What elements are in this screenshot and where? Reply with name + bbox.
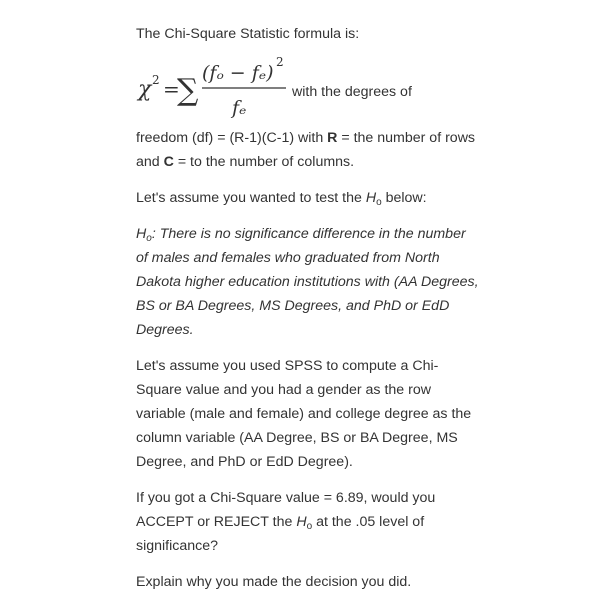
- question-text: [136, 486, 481, 558]
- hypothesis-h-sub: o: [146, 233, 152, 244]
- df-part2: = the number of rows and: [136, 130, 476, 170]
- test-after: below:: [381, 190, 427, 206]
- hypothesis-h: H: [136, 226, 147, 242]
- question-before: If you got a Chi-Square value = 6.89, would you ACCEPT or REJECT the: [136, 490, 436, 530]
- formula-denominator: fₑ: [232, 97, 247, 119]
- explain-text: Explain why you made the decision you did.: [136, 574, 412, 590]
- chi-symbol: χ: [138, 77, 152, 102]
- sum-symbol: ∑: [177, 73, 199, 108]
- df-c: C: [163, 154, 174, 170]
- question-after: at the .05 level of significance?: [136, 514, 425, 554]
- null-hypothesis: [136, 222, 481, 342]
- degrees-of-freedom-text: [136, 126, 481, 174]
- test-h: H: [365, 190, 377, 206]
- formula-tail-text: with the degrees of: [292, 84, 412, 100]
- formula-numerator: (fₒ − fₑ): [202, 62, 274, 84]
- df-part3: = to the number of columns.: [173, 154, 355, 170]
- question-h: H: [296, 514, 307, 530]
- spss-paragraph: Let's assume you used SPSS to compute a Chi-Square value and you had a gender as the row variable (male and female) and college degree as the column variable (AA Degree, BS or BA Degree, MS Degree, and PhD or EdD Degree).: [136, 358, 472, 470]
- formula-graphic: [136, 48, 296, 126]
- intro-text: The Chi-Square Statistic formula is:: [136, 26, 360, 42]
- hypothesis-text: : There is no significance difference in the number of males and females who graduated from North Dakota higher education institutions with (AA Degrees, BS or BA Degrees, MS Degrees, and PhD or EdD Degrees.: [136, 226, 479, 338]
- question-h-sub: o: [306, 521, 313, 532]
- document-body: [136, 22, 481, 594]
- chi-exponent: 2: [152, 73, 160, 87]
- df-part1: freedom (df) = (R-1)(C-1) with: [136, 130, 328, 146]
- df-r: R: [327, 130, 338, 146]
- test-h-sub: o: [376, 197, 382, 208]
- numerator-exponent: 2: [276, 55, 284, 69]
- test-intro-text: [136, 186, 481, 210]
- test-before: Let's assume you wanted to test the: [136, 190, 366, 206]
- equals-sign: =: [163, 77, 180, 101]
- chi-square-formula: [136, 46, 481, 126]
